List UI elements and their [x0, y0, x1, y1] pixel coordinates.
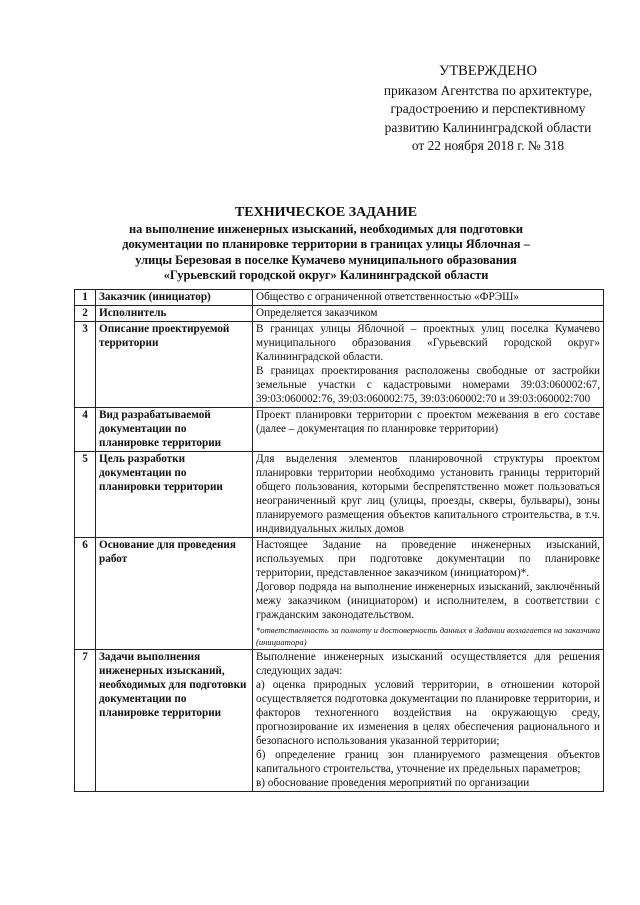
table-row: [75, 290, 604, 306]
row-paragraph: Определяется заказчиком: [256, 307, 378, 319]
table-row: [75, 322, 604, 408]
approval-line: развитию Калининградской области: [384, 119, 592, 135]
row-paragraph: Для выделения элементов планировочной структуры проектом планировки территории необходимо установить границы территорий общего пользования, которыми беспрепятственно может пользоваться неограниченный круг лиц (улицы, проезды, скверы, бульвары), зоны планируемого размещения объектов капитального строительства, в т.ч. индивидуальных жилых домов: [256, 453, 600, 535]
responsibility-note: *ответственность за полноту и достоверность данных в Задании возлагается на заказчика (инициатора): [256, 625, 600, 647]
row-label: Основание для проведения работ: [96, 538, 253, 650]
document-subtitle-line: улицы Березовая в поселке Кумачево муниципального образования: [135, 252, 517, 267]
row-label: Задачи выполнения инженерных изысканий, необходимых для подготовки документации по планировке территории: [96, 650, 253, 792]
row-label: Заказчик (инициатор): [96, 290, 253, 306]
row-content: [253, 322, 604, 408]
approval-line: приказом Агентства по архитектуре,: [383, 82, 593, 98]
document-subtitle-line: документации по планировке территории в границах улицы Яблочная –: [122, 237, 530, 251]
document-title: ТЕХНИЧЕСКОЕ ЗАДАНИЕ: [234, 205, 418, 220]
row-content: [253, 538, 604, 650]
row-number: 2: [75, 306, 96, 322]
row-number: 5: [75, 452, 96, 538]
row-paragraph: в) обоснование проведения мероприятий по организации: [256, 777, 530, 789]
row-paragraph: Настоящее Задание на проведение инженерных изысканий, используемых при подготовке документации по планировке территории, представленное заказчиком (инициатором)*.: [256, 539, 600, 579]
row-content: [253, 452, 604, 538]
table-row: [75, 538, 604, 650]
table-row: [75, 650, 604, 792]
row-label: Исполнитель: [96, 306, 253, 322]
row-label: Цель разработки документации по планировки территории: [96, 452, 253, 538]
row-paragraph: Общество с ограниченной ответственностью «ФРЭШ»: [256, 291, 519, 303]
approval-date-line: от 22 ноября 2018 г. № 318: [411, 138, 565, 153]
approval-title: УТВЕРЖДЕНО: [439, 63, 537, 79]
row-paragraph: В границах проектирования расположены свободные от застройки земельные участки с кадастровыми номерами 39:03:060002:67, 39:03:060002:76, 39:03:060002:75, 39:03:060002:70 и 39:03:060002:700: [256, 365, 600, 405]
row-paragraph: В границах улицы Яблочной – проектных улиц поселка Кумачево муниципального образования «Гурьевский городской округ» Калининградской области.: [256, 323, 600, 363]
row-number: 3: [75, 322, 96, 408]
table-row: [75, 408, 604, 452]
row-paragraph: Договор подряда на выполнение инженерных изысканий, заключённый межу заказчиком (инициатором) и исполнителем, в соответствии с гражданским законодательством.: [256, 581, 600, 621]
table-row: [75, 306, 604, 322]
document-subtitle-line: на выполнение инженерных изысканий, необходимых для подготовки: [128, 221, 524, 236]
row-number: 1: [75, 290, 96, 306]
row-number: 6: [75, 538, 96, 650]
row-paragraph: Проект планировки территории с проектом межевания в его составе (далее – документация по планировке территории): [256, 409, 600, 435]
document-heading: [78, 205, 574, 284]
row-label: Вид разрабатываемой документации по планировке территории: [96, 408, 253, 452]
table-row: [75, 452, 604, 538]
row-content: [253, 650, 604, 792]
row-content: [253, 290, 604, 306]
row-content: [253, 408, 604, 452]
row-paragraph: а) оценка природных условий территории, в отношении которой осуществляется подготовка документации по планировке территории, и факторов техногенного воздействия на окружающую среду, прогнозирование их изменения в целях обеспечения рационального и безопасного использования указанной территории;: [256, 679, 600, 747]
approval-line: градостроению и перспективному: [390, 101, 586, 116]
specification-table: [74, 289, 604, 792]
row-number: 4: [75, 408, 96, 452]
row-number: 7: [75, 650, 96, 792]
row-paragraph: б) определение границ зон планируемого размещения объектов капитального строительства, уточнение их предельных параметров;: [256, 749, 600, 775]
approval-stamp: [360, 62, 616, 156]
row-content: [253, 306, 604, 322]
document-subtitle-line: «Гурьевский городской округ» Калининградской области: [163, 268, 489, 282]
row-label: Описание проектируемой территории: [96, 322, 253, 408]
row-paragraph: Выполнение инженерных изысканий осуществляется для решения следующих задач:: [256, 651, 600, 677]
